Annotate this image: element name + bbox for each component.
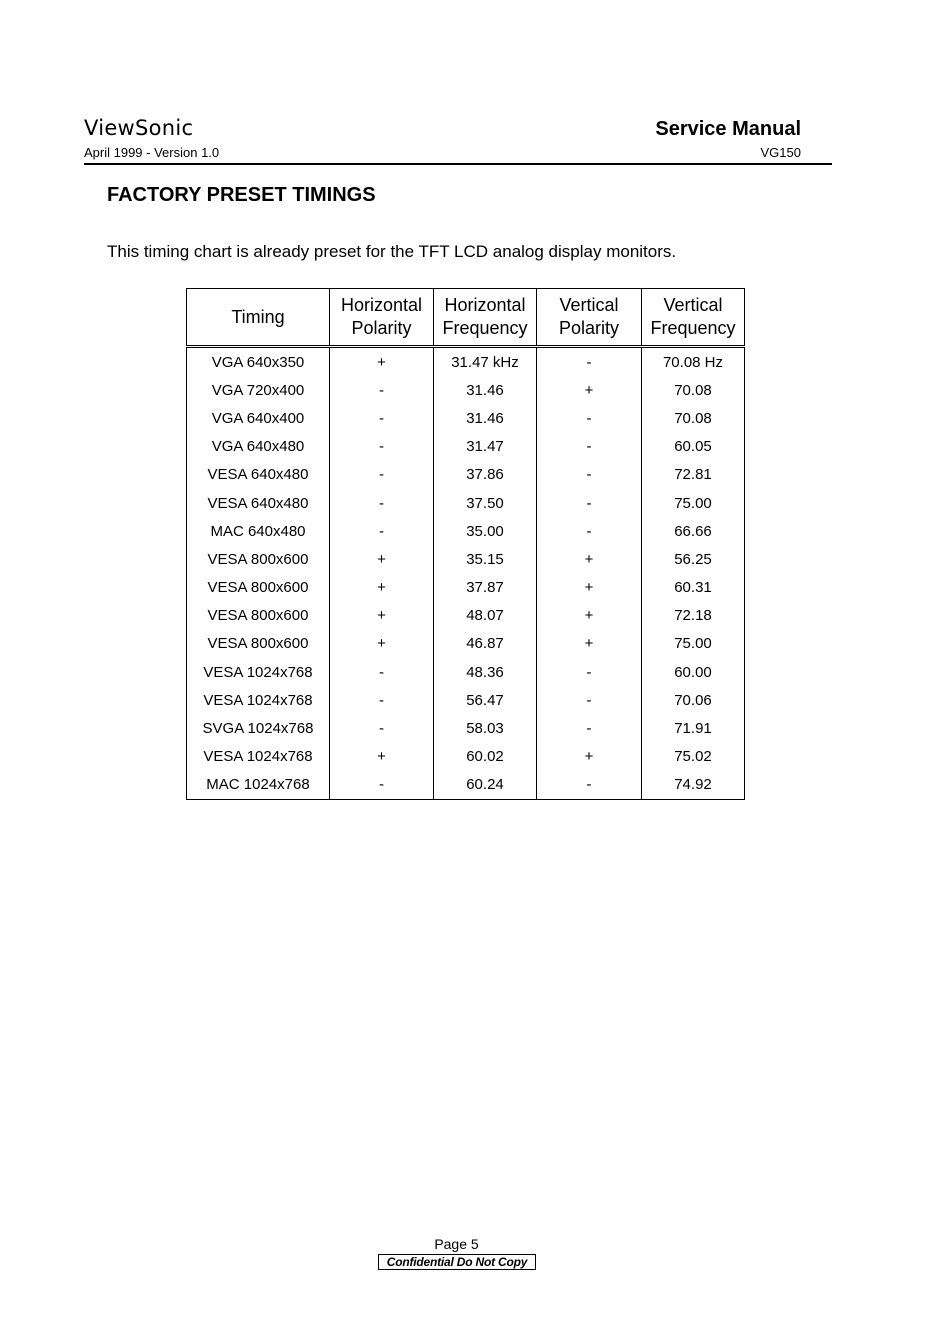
timing-cell: VESA 800x600 bbox=[207, 579, 309, 597]
column-header-vertical-frequency: Vertical Frequency bbox=[642, 289, 745, 347]
vertical-frequency-cell: 74.92 bbox=[642, 771, 745, 800]
vertical-polarity-cell: - bbox=[537, 433, 642, 461]
horizontal-polarity-cell: - bbox=[330, 517, 434, 545]
timing-cell: VESA 800x600 bbox=[207, 635, 309, 653]
timing-table bbox=[186, 288, 745, 800]
intro-text: This timing chart is already preset for the TFT LCD analog display monitors. bbox=[107, 242, 677, 261]
vertical-frequency-cell: 70.08 Hz bbox=[642, 347, 745, 377]
document-version: April 1999 - Version 1.0 bbox=[84, 145, 220, 160]
timing-cell: VESA 640x480 bbox=[207, 466, 309, 484]
vertical-polarity-cell: + bbox=[537, 630, 642, 658]
table-row bbox=[187, 517, 745, 545]
vertical-frequency-cell: 75.02 bbox=[642, 743, 745, 771]
timing-cell: VESA 640x480 bbox=[207, 494, 309, 512]
horizontal-polarity-cell: - bbox=[330, 404, 434, 432]
vertical-polarity-cell: - bbox=[537, 658, 642, 686]
table-row bbox=[187, 630, 745, 658]
horizontal-polarity-cell: - bbox=[330, 376, 434, 404]
horizontal-polarity-cell: - bbox=[330, 714, 434, 742]
vertical-frequency-cell: 71.91 bbox=[642, 714, 745, 742]
horizontal-polarity-cell: - bbox=[330, 771, 434, 800]
horizontal-polarity-cell: - bbox=[330, 658, 434, 686]
vertical-polarity-cell: - bbox=[537, 714, 642, 742]
table-row bbox=[187, 433, 745, 461]
table-row bbox=[187, 574, 745, 602]
horizontal-frequency-cell: 48.36 bbox=[434, 658, 537, 686]
horizontal-frequency-cell: 58.03 bbox=[434, 714, 537, 742]
timing-cell: VESA 1024x768 bbox=[203, 663, 313, 681]
table-row bbox=[187, 686, 745, 714]
table-body bbox=[187, 347, 745, 800]
table-row bbox=[187, 602, 745, 630]
table-row bbox=[187, 771, 745, 800]
horizontal-polarity-cell: + bbox=[330, 630, 434, 658]
horizontal-polarity-cell: - bbox=[330, 433, 434, 461]
timing-cell: VGA 640x400 bbox=[211, 409, 305, 427]
table-row bbox=[187, 376, 745, 404]
vertical-frequency-cell: 72.18 bbox=[642, 602, 745, 630]
horizontal-polarity-cell: - bbox=[330, 489, 434, 517]
vertical-frequency-cell: 56.25 bbox=[642, 545, 745, 573]
table-row bbox=[187, 461, 745, 489]
vertical-polarity-cell: - bbox=[537, 771, 642, 800]
vertical-frequency-cell: 70.08 bbox=[642, 404, 745, 432]
page-number: Page 5 bbox=[434, 1236, 479, 1252]
table-row bbox=[187, 714, 745, 742]
horizontal-frequency-cell: 37.86 bbox=[434, 461, 537, 489]
vertical-polarity-cell: + bbox=[537, 743, 642, 771]
table-row bbox=[187, 658, 745, 686]
horizontal-frequency-cell: 60.02 bbox=[434, 743, 537, 771]
timing-cell: VESA 1024x768 bbox=[203, 748, 313, 766]
vertical-frequency-cell: 60.31 bbox=[642, 574, 745, 602]
horizontal-frequency-cell: 31.47 bbox=[434, 433, 537, 461]
horizontal-polarity-cell: + bbox=[330, 602, 434, 630]
vertical-polarity-cell: + bbox=[537, 602, 642, 630]
horizontal-frequency-cell: 56.47 bbox=[434, 686, 537, 714]
vertical-polarity-cell: - bbox=[537, 489, 642, 517]
timing-cell: SVGA 1024x768 bbox=[202, 720, 314, 738]
horizontal-frequency-cell: 35.00 bbox=[434, 517, 537, 545]
horizontal-polarity-cell: - bbox=[330, 461, 434, 489]
horizontal-polarity-cell: + bbox=[330, 743, 434, 771]
column-header-horizontal-frequency: Horizontal Frequency bbox=[434, 289, 537, 347]
column-header-timing: Timing bbox=[187, 289, 330, 347]
timing-cell: MAC 1024x768 bbox=[206, 776, 310, 794]
table-row bbox=[187, 489, 745, 517]
vertical-frequency-cell: 70.08 bbox=[642, 376, 745, 404]
vertical-frequency-cell: 75.00 bbox=[642, 489, 745, 517]
header-divider bbox=[84, 163, 832, 165]
vertical-frequency-cell: 70.06 bbox=[642, 686, 745, 714]
section-title: FACTORY PRESET TIMINGS bbox=[107, 184, 376, 206]
timing-cell: VESA 800x600 bbox=[207, 607, 309, 625]
column-header-horizontal-polarity: Horizontal Polarity bbox=[330, 289, 434, 347]
confidential-notice: Confidential Do Not Copy bbox=[378, 1254, 536, 1270]
horizontal-polarity-cell: + bbox=[330, 347, 434, 377]
horizontal-polarity-cell: + bbox=[330, 574, 434, 602]
horizontal-frequency-cell: 46.87 bbox=[434, 630, 537, 658]
timing-cell: VESA 1024x768 bbox=[203, 691, 313, 709]
vertical-polarity-cell: - bbox=[537, 517, 642, 545]
manual-title: Service Manual bbox=[655, 118, 801, 140]
vertical-polarity-cell: - bbox=[537, 461, 642, 489]
horizontal-frequency-cell: 31.47 kHz bbox=[434, 347, 537, 377]
table-row bbox=[187, 545, 745, 573]
horizontal-frequency-cell: 37.87 bbox=[434, 574, 537, 602]
horizontal-frequency-cell: 37.50 bbox=[434, 489, 537, 517]
table-row bbox=[187, 404, 745, 432]
timing-cell: VGA 720x400 bbox=[211, 381, 305, 399]
vertical-polarity-cell: + bbox=[537, 574, 642, 602]
vertical-polarity-cell: + bbox=[537, 376, 642, 404]
horizontal-polarity-cell: + bbox=[330, 545, 434, 573]
vertical-frequency-cell: 72.81 bbox=[642, 461, 745, 489]
table-row bbox=[187, 743, 745, 771]
horizontal-frequency-cell: 35.15 bbox=[434, 545, 537, 573]
model-number: VG150 bbox=[760, 145, 801, 160]
timing-cell: VGA 640x350 bbox=[211, 353, 305, 371]
timing-cell: VGA 640x480 bbox=[211, 438, 305, 456]
vertical-frequency-cell: 66.66 bbox=[642, 517, 745, 545]
timing-cell: MAC 640x480 bbox=[210, 522, 306, 540]
vertical-polarity-cell: - bbox=[537, 347, 642, 377]
horizontal-frequency-cell: 31.46 bbox=[434, 404, 537, 432]
column-header-vertical-polarity: Vertical Polarity bbox=[537, 289, 642, 347]
horizontal-frequency-cell: 60.24 bbox=[434, 771, 537, 800]
vertical-polarity-cell: - bbox=[537, 686, 642, 714]
table-header-row bbox=[187, 289, 745, 347]
horizontal-frequency-cell: 31.46 bbox=[434, 376, 537, 404]
timing-cell: VESA 800x600 bbox=[207, 550, 309, 568]
vertical-frequency-cell: 75.00 bbox=[642, 630, 745, 658]
vertical-frequency-cell: 60.00 bbox=[642, 658, 745, 686]
vertical-polarity-cell: + bbox=[537, 545, 642, 573]
brand-name: ViewSonic bbox=[84, 116, 194, 140]
horizontal-frequency-cell: 48.07 bbox=[434, 602, 537, 630]
vertical-polarity-cell: - bbox=[537, 404, 642, 432]
table-row bbox=[187, 347, 745, 377]
vertical-frequency-cell: 60.05 bbox=[642, 433, 745, 461]
horizontal-polarity-cell: - bbox=[330, 686, 434, 714]
